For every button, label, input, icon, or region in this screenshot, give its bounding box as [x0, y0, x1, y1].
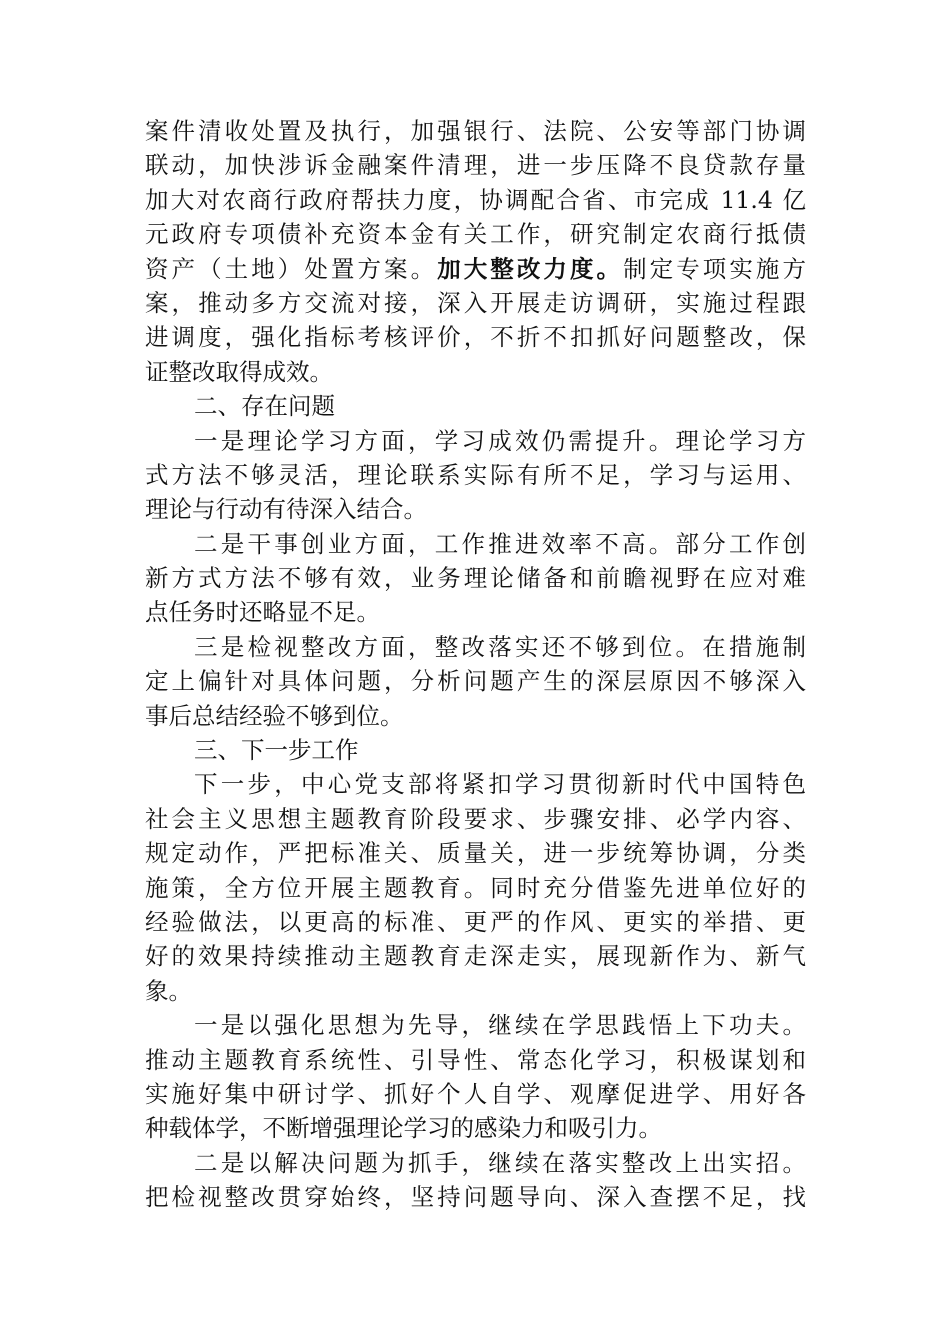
section-heading: 三、下一步工作 — [194, 736, 359, 765]
body-line: 点任务时还略显不足。 — [145, 598, 380, 627]
text-run: 资产（土地）处置方案。 — [145, 254, 438, 283]
body-line: 定上偏针对具体问题，分析问题产生的深层原因不够深入 — [145, 667, 806, 696]
body-line: 联动，加快涉诉金融案件清理，进一步压降不良贷款存量 — [145, 151, 806, 180]
body-line: 把检视整改贯穿始终，坚持问题导向、深入查摆不足，找 — [145, 1183, 806, 1212]
body-line: 证整改取得成效。 — [145, 357, 333, 386]
text-run: 制定专项实施方 — [623, 254, 806, 283]
body-line: 事后总结经验不够到位。 — [145, 701, 404, 730]
paragraph-first-line: 二是干事创业方面，工作推进效率不高。部分工作创 — [194, 529, 806, 558]
body-line: 象。 — [145, 976, 192, 1005]
body-line: 规定动作，严把标准关、质量关，进一步统筹协调，分类 — [145, 839, 806, 868]
body-line: 加大对农商行政府帮扶力度，协调配合省、市完成 11.4 亿 — [145, 185, 806, 214]
body-line: 经验做法，以更高的标准、更严的作风、更实的举措、更 — [145, 907, 806, 936]
body-line: 进调度，强化指标考核评价，不折不扣抓好问题整改，保 — [145, 323, 806, 352]
body-line: 理论与行动有待深入结合。 — [145, 495, 427, 524]
body-line: 好的效果持续推动主题教育走深走实，展现新作为、新气 — [145, 942, 806, 971]
body-line: 元政府专项债补充资本金有关工作，研究制定农商行抵债 — [145, 220, 806, 249]
paragraph-first-line: 一是以强化思想为先导，继续在学思践悟上下功夫。 — [194, 1011, 806, 1040]
paragraph-first-line: 二是以解决问题为抓手，继续在落实整改上出实招。 — [194, 1148, 806, 1177]
bold-emphasis: 加大整改力度。 — [437, 254, 624, 283]
body-line: 式方法不够灵活，理论联系实际有所不足，学习与运用、 — [145, 460, 806, 489]
paragraph-first-line: 一是理论学习方面，学习成效仍需提升。理论学习方 — [194, 426, 806, 455]
body-line: 推动主题教育系统性、引导性、常态化学习，积极谋划和 — [145, 1045, 806, 1074]
paragraph-first-line: 三是检视整改方面，整改落实还不够到位。在措施制 — [194, 632, 806, 661]
body-line: 施策，全方位开展主题教育。同时充分借鉴先进单位好的 — [145, 873, 806, 902]
body-line: 种载体学，不断增强理论学习的感染力和吸引力。 — [145, 1114, 662, 1143]
body-line: 社会主义思想主题教育阶段要求、步骤安排、必学内容、 — [145, 804, 806, 833]
body-line-mixed — [145, 252, 806, 286]
section-heading: 二、存在问题 — [194, 392, 335, 421]
body-line: 实施好集中研讨学、抓好个人自学、观摩促进学、用好各 — [145, 1079, 806, 1108]
body-line: 案件清收处置及执行，加强银行、法院、公安等部门协调 — [145, 117, 806, 145]
body-line: 案，推动多方交流对接，深入开展走访调研，实施过程跟 — [145, 288, 806, 317]
paragraph-first-line: 下一步，中心党支部将紧扣学习贯彻新时代中国特色 — [194, 770, 806, 799]
body-line: 新方式方法不够有效，业务理论储备和前瞻视野在应对难 — [145, 564, 806, 593]
